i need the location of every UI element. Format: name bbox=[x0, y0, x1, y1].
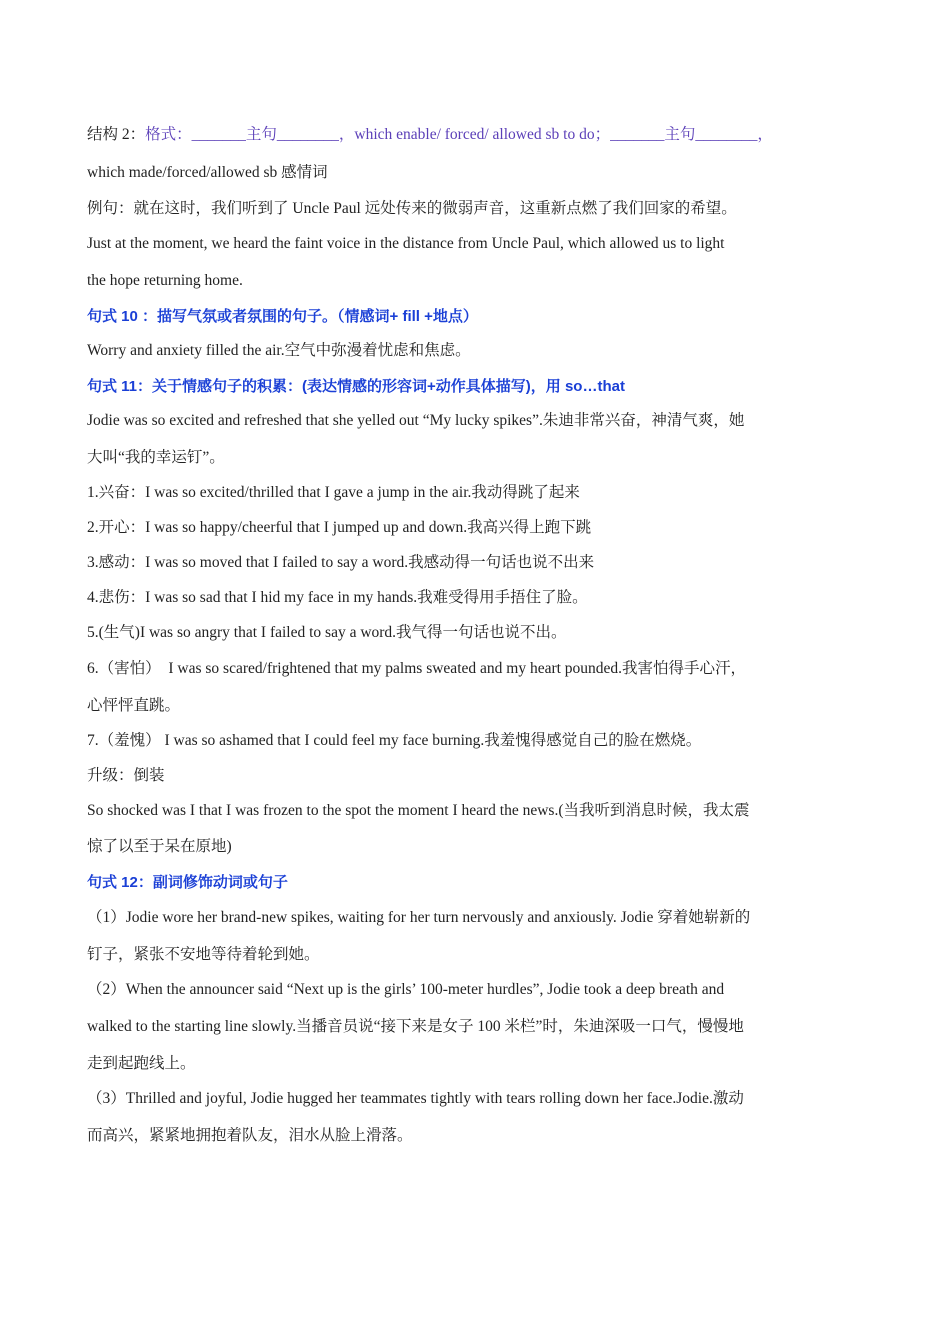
emotion-item-4: 4.悲伤：I was so sad that I hid my face in my hands.我难受得用手捂住了脸。 bbox=[87, 589, 588, 606]
example-chinese: 例句：就在这时，我们听到了 Uncle Paul 远处传来的微弱声音，这重新点燃了我们回家的希望。 bbox=[87, 200, 737, 217]
adverb-example-3: （3）Thrilled and joyful, Jodie hugged her teammates tightly with tears rolling down her face.Jodie.激动 bbox=[87, 1090, 744, 1107]
adverb-example-2: （2）When the announcer said “Next up is the girls’ 100-meter hurdles”, Jodie took a deep breath and bbox=[87, 981, 725, 998]
pattern-10-heading: 句式 10 ：描写气氛或者氛围的句子。（情感词+ fill +地点） bbox=[87, 308, 478, 325]
pattern-10-example: Worry and anxiety filled the air.空气中弥漫着忧虑和焦虑。 bbox=[87, 342, 471, 359]
adverb-example-1-cont: 钉子，紧张不安地等待着轮到她。 bbox=[87, 946, 320, 963]
emotion-item-5: 5.(生气)I was so angry that I failed to say a word.我气得一句话也说不出。 bbox=[87, 624, 567, 641]
emotion-item-6-cont: 心怦怦直跳。 bbox=[87, 697, 181, 714]
emotion-item-7: 7.（羞愧） I was so ashamed that I could feel my face burning.我羞愧得感觉自己的脸在燃烧。 bbox=[87, 732, 702, 749]
emotion-item-6: 6.（害怕） I was so scared/frightened that my palms sweated and my heart pounded.我害怕得手心汗， bbox=[87, 660, 747, 677]
structure-2-continuation: which made/forced/allowed sb 感情词 bbox=[87, 164, 328, 181]
pattern-12-heading: 句式 12：副词修饰动词或句子 bbox=[87, 874, 288, 891]
adverb-example-2-cont: walked to the starting line slowly.当播音员说“接下来是女子 100 米栏”时，朱迪深吸一口气，慢慢地 bbox=[87, 1018, 744, 1035]
emotion-item-3: 3.感动：I was so moved that I failed to say a word.我感动得一句话也说不出来 bbox=[87, 554, 595, 571]
adverb-example-3-cont: 而高兴，紧紧地拥抱着队友，泪水从脸上滑落。 bbox=[87, 1127, 413, 1144]
structure-2-label: 结构 2： bbox=[87, 126, 146, 143]
upgrade-label: 升级：倒装 bbox=[87, 767, 165, 784]
upgrade-example-1: So shocked was I that I was frozen to the spot the moment I heard the news.(当我听到消息时候，我太震 bbox=[87, 802, 750, 819]
emotion-item-2: 2.开心：I was so happy/cheerful that I jumped up and down.我高兴得上跑下跳 bbox=[87, 519, 592, 536]
pattern-11-example-2: 大叫“我的幸运钉”。 bbox=[87, 449, 225, 466]
upgrade-example-2: 惊了以至于呆在原地) bbox=[87, 838, 232, 855]
emotion-item-1: 1.兴奋：I was so excited/thrilled that I gave a jump in the air.我动得跳了起来 bbox=[87, 484, 580, 501]
example-english-2: the hope returning home. bbox=[87, 272, 243, 289]
example-english-1: Just at the moment, we heard the faint voice in the distance from Uncle Paul, which allowed us to light bbox=[87, 235, 725, 252]
structure-2-format: 格式：_______主句________，which enable/ forced/ allowed sb to do；_______主句________， bbox=[145, 126, 773, 143]
adverb-example-2-end: 走到起跑线上。 bbox=[87, 1055, 196, 1072]
pattern-11-example-1: Jodie was so excited and refreshed that she yelled out “My lucky spikes”.朱迪非常兴奋，神清气爽，她 bbox=[87, 412, 745, 429]
structure-2-line bbox=[87, 124, 773, 146]
pattern-11-heading: 句式 11：关于情感句子的积累：(表达情感的形容词+动作具体描写)，用 so…that bbox=[87, 378, 625, 395]
adverb-example-1: （1）Jodie wore her brand-new spikes, waiting for her turn nervously and anxiously. Jodie 穿着她崭新的 bbox=[87, 909, 751, 926]
